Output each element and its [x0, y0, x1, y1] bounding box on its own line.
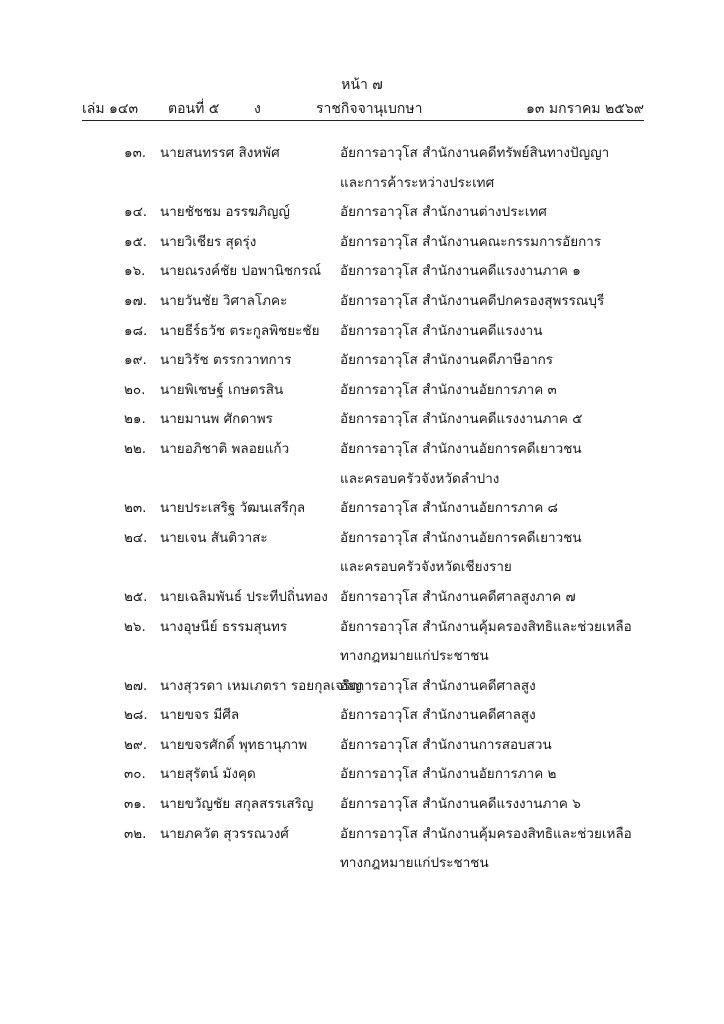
list-item — [0, 792, 724, 822]
position-text: อัยการอาวุโส สำนักงานคุ้มครองสิทธิและช่วยเหลือ — [340, 618, 632, 635]
position-text: อัยการอาวุโส สำนักงานคดีศาลสูงภาค ๗ — [340, 588, 576, 605]
list-item — [0, 319, 724, 349]
person-name: นายขวัญชัย สกุลสรรเสริญ — [160, 796, 314, 813]
position-text: อัยการอาวุโส สำนักงานการสอบสวน — [340, 736, 552, 753]
entry-number: ๓๒. — [124, 825, 147, 842]
position-text: อัยการอาวุโส สำนักงานอัยการภาค ๓ — [340, 381, 557, 398]
list-item — [0, 496, 724, 526]
person-name: นายอภิชาติ พลอยแก้ว — [160, 440, 290, 457]
entry-number: ๑๙. — [124, 352, 147, 369]
issue-number: ตอนที่ ๕ — [168, 101, 220, 117]
person-name: นายภควัต สุวรรณวงศ์ — [160, 825, 289, 842]
position-text: ทางกฎหมายแก่ประชาชน — [340, 855, 489, 872]
entry-line — [0, 467, 724, 497]
position-text: อัยการอาวุโส สำนักงานคดีศาลสูง — [340, 677, 536, 694]
position-text: อัยการอาวุโส สำนักงานคดีแรงงานภาค ๕ — [340, 411, 583, 428]
person-name: นายวิรัช ตรรกวาทการ — [160, 352, 292, 369]
list-item — [0, 762, 724, 792]
entry-line — [0, 555, 724, 585]
list-item — [0, 259, 724, 289]
entry-number: ๑๔. — [124, 204, 148, 221]
position-text: อัยการอาวุโส สำนักงานคณะกรรมการอัยการ — [340, 233, 602, 250]
position-text: และครอบครัวจังหวัดลำปาง — [340, 470, 500, 487]
position-text: อัยการอาวุโส สำนักงานคดีแรงงาน — [340, 322, 543, 339]
publication-date: ๑๓ มกราคม ๒๕๖๙ — [525, 101, 644, 117]
person-name: นายวันชัย วิศาลโภคะ — [160, 292, 288, 309]
list-item — [0, 822, 724, 881]
person-name: นางอุษนีย์ ธรรมสุนทร — [160, 618, 288, 635]
position-text: อัยการอาวุโส สำนักงานคดีศาลสูง — [340, 707, 536, 724]
entry-line — [0, 674, 724, 704]
entry-number: ๓๐. — [124, 766, 146, 783]
list-item — [0, 674, 724, 704]
person-name: นายประเสริฐ วัฒนเสรีกุล — [160, 500, 306, 517]
entry-number: ๒๙. — [124, 736, 148, 753]
entry-line — [0, 200, 724, 230]
position-text: อัยการอาวุโส สำนักงานอัยการคดีเยาวชน — [340, 529, 582, 546]
person-name: นายสนทรรศ สิงหพัศ — [160, 145, 280, 161]
person-name: นายธีร์ธวัช ตระกูลพิชยะชัย — [160, 322, 320, 339]
person-name: นายณรงค์ชัย ปอพานิชกรณ์ — [160, 263, 321, 280]
entry-line — [0, 289, 724, 319]
entry-number: ๑๕. — [124, 233, 148, 250]
person-name: นายเจน สันติวาสะ — [160, 529, 268, 546]
entry-line — [0, 851, 724, 881]
entry-line — [0, 792, 724, 822]
list-item — [0, 703, 724, 733]
entry-line — [0, 585, 724, 615]
position-text: อัยการอาวุโส สำนักงานคุ้มครองสิทธิและช่วยเหลือ — [340, 825, 632, 842]
person-name: นายชัชชม อรรฆภิญญ์ — [160, 204, 290, 221]
entry-line — [0, 319, 724, 349]
person-name: นายขจร มีศีล — [160, 707, 240, 724]
person-name: นายมานพ ศักดาพร — [160, 411, 273, 428]
list-item — [0, 230, 724, 260]
position-text: อัยการอาวุโส สำนักงานคดีแรงงานภาค ๑ — [340, 263, 581, 280]
entry-number: ๒๒. — [124, 440, 147, 457]
list-item — [0, 407, 724, 437]
list-item — [0, 200, 724, 230]
position-text: อัยการอาวุโส สำนักงานคดีทรัพย์สินทางปัญญา — [340, 145, 610, 161]
position-text: อัยการอาวุโส สำนักงานอัยการภาค ๒ — [340, 766, 557, 783]
entry-line — [0, 644, 724, 674]
position-text: อัยการอาวุโส สำนักงานคดีปกครองสุพรรณบุรี — [340, 292, 605, 309]
entry-number: ๒๑. — [124, 411, 146, 428]
position-text: และการค้าระหว่างประเทศ — [340, 174, 495, 191]
entry-line — [0, 171, 724, 201]
entry-number: ๒๖. — [124, 618, 146, 635]
list-item — [0, 437, 724, 496]
position-text: อัยการอาวุโส สำนักงานอัยการคดีเยาวชน — [340, 440, 582, 457]
position-text: ทางกฎหมายแก่ประชาชน — [340, 648, 489, 665]
entry-line — [0, 437, 724, 467]
entry-number: ๓๑. — [124, 796, 147, 813]
entry-line — [0, 141, 724, 171]
list-item — [0, 526, 724, 585]
entry-number: ๒๗. — [124, 677, 148, 694]
person-name: นายเฉลิมพันธ์ ประทีปถิ่นทอง — [160, 588, 328, 605]
entry-line — [0, 822, 724, 852]
entry-number: ๒๘. — [124, 707, 148, 724]
person-name: นายวิเชียร สุดรุ่ง — [160, 233, 257, 250]
position-text: อัยการอาวุโส สำนักงานอัยการภาค ๘ — [340, 500, 558, 517]
list-item — [0, 141, 724, 200]
entry-line — [0, 615, 724, 645]
entry-line — [0, 762, 724, 792]
entry-number: ๒๔. — [124, 529, 148, 546]
list-item — [0, 585, 724, 615]
entry-number: ๒๓. — [124, 500, 147, 517]
appointment-list — [0, 141, 724, 881]
entry-number: ๑๘. — [124, 322, 148, 339]
entry-line — [0, 259, 724, 289]
entry-line — [0, 378, 724, 408]
section-letter: ง — [254, 101, 261, 117]
entry-line — [0, 526, 724, 556]
entry-line — [0, 407, 724, 437]
entry-line — [0, 230, 724, 260]
position-text: อัยการอาวุโส สำนักงานคดีภาษีอากร — [340, 352, 553, 369]
person-name: นางสุวรดา เหมเภตรา รอยกุลเจริญ — [160, 677, 362, 694]
list-item — [0, 348, 724, 378]
list-item — [0, 289, 724, 319]
entry-number: ๑๖. — [124, 263, 146, 280]
entry-number: ๑๗. — [124, 292, 148, 309]
position-text: อัยการอาวุโส สำนักงานต่างประเทศ — [340, 204, 547, 221]
gazette-title: ราชกิจจานุเบกษา — [316, 101, 423, 117]
list-item — [0, 615, 724, 674]
list-item — [0, 378, 724, 408]
position-text: อัยการอาวุโส สำนักงานคดีแรงงานภาค ๖ — [340, 796, 581, 813]
entry-number: ๑๓. — [124, 145, 147, 161]
gazette-header — [82, 98, 644, 121]
entry-line — [0, 348, 724, 378]
position-text: และครอบครัวจังหวัดเชียงราย — [340, 559, 512, 576]
list-item — [0, 733, 724, 763]
page-number: หน้า ๗ — [341, 77, 383, 93]
entry-line — [0, 496, 724, 526]
person-name: นายพิเชษฐ์ เกษตรสิน — [160, 381, 284, 398]
entry-number: ๒๕. — [124, 588, 148, 605]
person-name: นายสุรัตน์ มังคุด — [160, 766, 256, 783]
entry-number: ๒๐. — [124, 381, 146, 398]
person-name: นายขจรศักดิ์ พุทธานุภาพ — [160, 736, 308, 753]
entry-line — [0, 703, 724, 733]
volume-number: เล่ม ๑๔๓ — [82, 101, 139, 117]
entry-line — [0, 733, 724, 763]
